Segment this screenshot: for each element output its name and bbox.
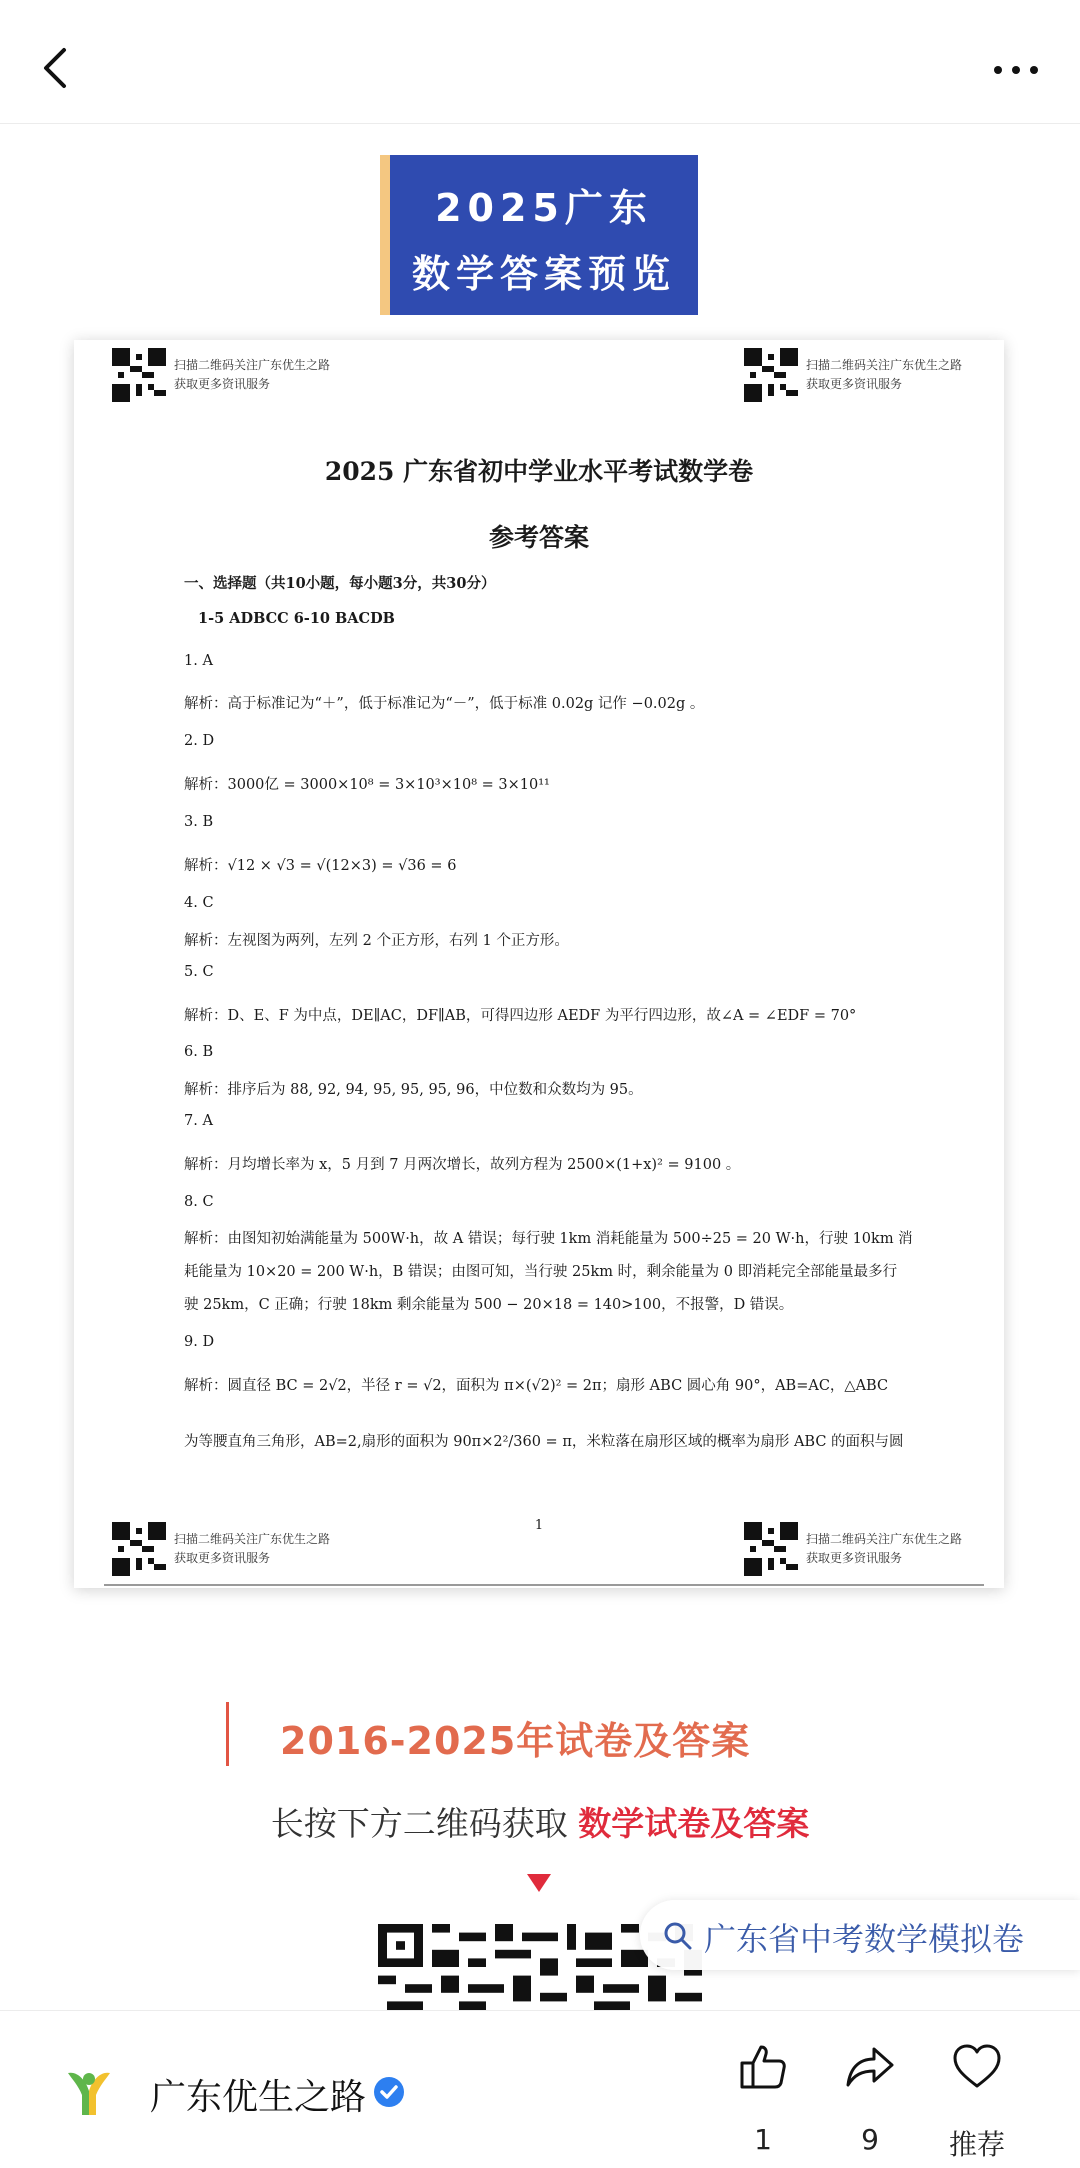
question-analysis: 解析：圆直径 BC = 2√2，半径 r = √2，面积为 π×(√2)² = 2π；扇形 ABC 圆心角 90°，AB=AC，△ABC	[184, 1378, 889, 1394]
article-banner	[380, 155, 698, 315]
question-number: 3. B	[184, 814, 214, 830]
qr-instruction	[0, 1798, 1080, 1845]
qr-caption-line1: 扫描二维码关注广东优生之路	[174, 358, 331, 372]
like-count: 1	[754, 2123, 772, 2156]
share-button[interactable]	[825, 2039, 915, 2159]
paper-footer-rule	[104, 1584, 984, 1586]
banner-title-line2: 数学答案预览	[411, 252, 676, 296]
like-button[interactable]	[718, 2039, 808, 2159]
thumbs-up-icon	[735, 2039, 791, 2095]
more-dots-icon	[986, 50, 1046, 90]
qr-code-icon	[744, 1522, 798, 1576]
instruction-text: 长按下方二维码获取	[270, 1804, 579, 1843]
qr-caption-line2: 获取更多资讯服务	[806, 377, 903, 391]
recommend-label: 推荐	[948, 2128, 1005, 2161]
question-number: 1. A	[184, 653, 213, 669]
heading-accent-bar	[226, 1702, 229, 1766]
related-search-pill[interactable]	[640, 1900, 1080, 1970]
paper-subtitle: 参考答案	[488, 523, 589, 552]
section-heading-text: 2016-2025年试卷及答案	[280, 1719, 751, 1763]
qr-caption-line2: 获取更多资讯服务	[174, 377, 271, 391]
question-analysis: 解析：√12 × √3 = √(12×3) = √36 = 6	[184, 858, 457, 874]
question-analysis: 解析：3000亿 = 3000×10⁸ = 3×10³×10⁸ = 3×10¹¹	[184, 777, 550, 793]
share-count: 9	[861, 2123, 879, 2156]
search-pill-text: 广东省中考数学模拟卷	[704, 1920, 1025, 1958]
qr-caption	[174, 356, 330, 394]
paper-title: 2025 广东省初中学业水平考试数学卷	[324, 457, 754, 486]
qr-caption	[806, 356, 962, 394]
qr-caption-line1: 扫描二维码关注广东优生之路	[806, 358, 963, 372]
answer-sheet-image[interactable]	[74, 340, 1004, 1588]
qr-caption-line1: 扫描二维码关注广东优生之路	[806, 1532, 963, 1546]
back-button[interactable]	[34, 38, 78, 98]
qr-caption	[806, 1530, 962, 1568]
qr-code-icon	[112, 348, 166, 402]
question-number: 5. C	[184, 964, 214, 980]
heart-icon	[949, 2039, 1005, 2095]
question-number: 6. B	[184, 1044, 214, 1060]
question-number: 4. C	[184, 895, 214, 911]
more-button[interactable]	[986, 50, 1046, 90]
question-number: 8. C	[184, 1194, 214, 1210]
instruction-highlight: 数学试卷及答案	[578, 1804, 810, 1843]
qr-caption-line1: 扫描二维码关注广东优生之路	[174, 1532, 331, 1546]
verified-badge-icon	[372, 2075, 406, 2109]
account-avatar[interactable]	[58, 2061, 120, 2123]
section-heading: 一、选择题（共10小题，每小题3分，共30分）	[184, 575, 496, 592]
search-icon	[662, 1920, 694, 1952]
question-analysis: 解析：月均增长率为 x，5 月到 7 月两次增长，故列方程为 2500×(1+x)² = 9100 。	[184, 1157, 741, 1173]
page-number: 1	[534, 1518, 544, 1533]
answer-summary: 1-5 ADBCC 6-10 BACDB	[198, 610, 395, 627]
qr-caption-line2: 获取更多资讯服务	[174, 1551, 271, 1565]
question-number: 9. D	[184, 1334, 215, 1350]
question-analysis: 解析：D、E、F 为中点，DE∥AC，DF∥AB，可得四边形 AEDF 为平行四边形，故∠A = ∠EDF = 70°	[184, 1008, 857, 1024]
qr-caption-line2: 获取更多资讯服务	[806, 1551, 903, 1565]
account-name[interactable]: 广东优生之路	[150, 2077, 367, 2118]
question-analysis: 解析：排序后为 88, 92, 94, 95, 95, 95, 96，中位数和众数均为 95。	[184, 1082, 643, 1098]
chevron-left-icon	[34, 38, 78, 98]
recommend-button[interactable]	[932, 2039, 1022, 2159]
bottom-action-bar	[0, 2010, 1080, 2168]
qr-code-icon	[744, 348, 798, 402]
qr-code-icon	[112, 1522, 166, 1576]
qr-caption	[174, 1530, 330, 1568]
section-heading-block	[226, 1702, 866, 1766]
banner-stripe	[380, 155, 390, 315]
arrow-down-icon	[527, 1874, 551, 1892]
question-number: 2. D	[184, 733, 215, 749]
account-logo-icon	[58, 2061, 120, 2123]
question-analysis: 解析：左视图为两列，左列 2 个正方形，右列 1 个正方形。	[184, 933, 569, 949]
banner-title-line1: 2025广东	[435, 186, 653, 230]
share-icon	[842, 2039, 898, 2095]
top-bar	[0, 0, 1080, 124]
question-analysis: 驶 25km，C 正确；行驶 18km 剩余能量为 500 − 20×18 = 140>100，不报警，D 错误。	[184, 1297, 794, 1313]
question-analysis: 耗能量为 10×20 = 200 W·h，B 错误；由图可知，当行驶 25km 时，剩余能量为 0 即消耗完全部能量最多行	[184, 1264, 898, 1280]
question-analysis: 解析：高于标准记为“＋”，低于标准记为“－”，低于标准 0.02g 记作 −0.02g 。	[184, 696, 705, 712]
question-analysis: 解析：由图知初始满能量为 500W·h，故 A 错误；每行驶 1km 消耗能量为 500÷25 = 20 W·h，行驶 10km 消	[184, 1231, 913, 1247]
question-number: 7. A	[184, 1113, 213, 1129]
question-analysis: 为等腰直角三角形，AB=2,扇形的面积为 90π×2²/360 = π，米粒落在扇形区域的概率为扇形 ABC 的面积与圆	[184, 1434, 904, 1450]
